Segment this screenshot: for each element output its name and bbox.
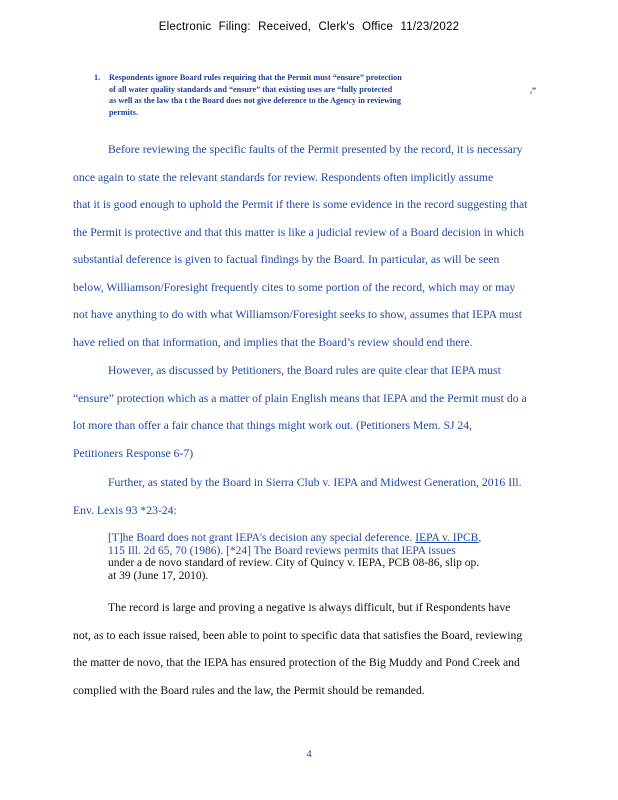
paragraph-line: not, as to each issue raised, been able to point to specific data that satisfies the Board, reviewing [73,628,523,642]
heading-line: Respondents ignore Board rules requiring that the Permit must “ensure” protection [109,73,402,82]
heading-line: of all water quality standards and “ensure” that existing uses are “fully protected [109,84,393,94]
heading-text [109,72,549,118]
paragraph-line: not have anything to do with what Williamson/Foresight seeks to show, assumes that IEPA must [73,308,523,321]
block-quote-line: at 39 (June 17, 2010). [108,569,209,582]
heading-line: as well as the law tha t the Board does not give deference to the Agency in reviewing [109,96,401,105]
paragraph-standards-of-review [73,136,599,356]
block-quote-text: , [478,532,482,544]
page-number: 4 [306,748,312,760]
filing-stamp-header: Electronic Filing: Received, Clerk's Office 11/23/2022 [158,21,460,33]
block-quote-text: [T]he Board does not grant IEPA's decision any special deference. [108,532,416,544]
block-quote [108,532,528,582]
paragraph-line: substantial deference is given to factual findings by the Board. In particular, as will be seen [73,253,500,266]
paragraph-line: that it is good enough to uphold the Permit if there is some evidence in the record suggesting that [73,198,528,211]
paragraph-line: have relied on that information, and implies that the Board’s review should end there. [73,335,473,349]
paragraph-line: “ensure” protection which as a matter of plain English means that IEPA and the Permit must do a [73,391,527,405]
paragraph-line: The record is large and proving a negative is always difficult, but if Respondents have [108,601,511,614]
heading-trailing-quote: ,” [530,86,537,95]
paragraph-line: the matter de novo, that the IEPA has ensured protection of the Big Muddy and Pond Creek and [73,656,520,669]
heading-number: 1. [94,73,101,82]
heading-line: permits. [109,107,138,117]
case-citation-link[interactable]: IEPA v. IPCB [415,532,479,544]
block-quote-line [108,532,528,545]
paragraph-line: below, Williamson/Foresight frequently cites to some portion of the record, which may or may [73,280,516,294]
block-quote-line: 115 Ill. 2d 65, 70 (1986). [*24] The Board reviews permits that IEPA issues [108,544,456,557]
paragraph-line: the Permit is protective and that this matter is like a judicial review of a Board decision in which [73,225,525,239]
paragraph-line: Env. Lexis 93 *23-24: [73,503,177,517]
paragraph-line: Before reviewing the specific faults of the Permit presented by the record, it is necessary [108,143,523,156]
paragraph-sierra-club [73,469,599,524]
paragraph-ensure-protection [73,357,599,467]
paragraph-line: However, as discussed by Petitioners, the Board rules are quite clear that IEPA must [108,364,501,377]
paragraph-line: Petitioners Response 6-7) [73,446,194,460]
paragraph-line: complied with the Board rules and the law, the Permit should be remanded. [73,683,425,697]
paragraph-conclusion [73,594,599,704]
block-quote-line: under a de novo standard of review. City of Quincy v. IEPA, PCB 08-86, slip op. [108,557,480,569]
paragraph-line: Further, as stated by the Board in Sierra Club v. IEPA and Midwest Generation, 2016 Ill. [108,476,522,489]
paragraph-line: once again to state the relevant standards for review. Respondents often implicitly assume [73,170,494,184]
paragraph-line: lot more than offer a fair chance that things might work out. (Petitioners Mem. SJ 24, [73,419,473,432]
